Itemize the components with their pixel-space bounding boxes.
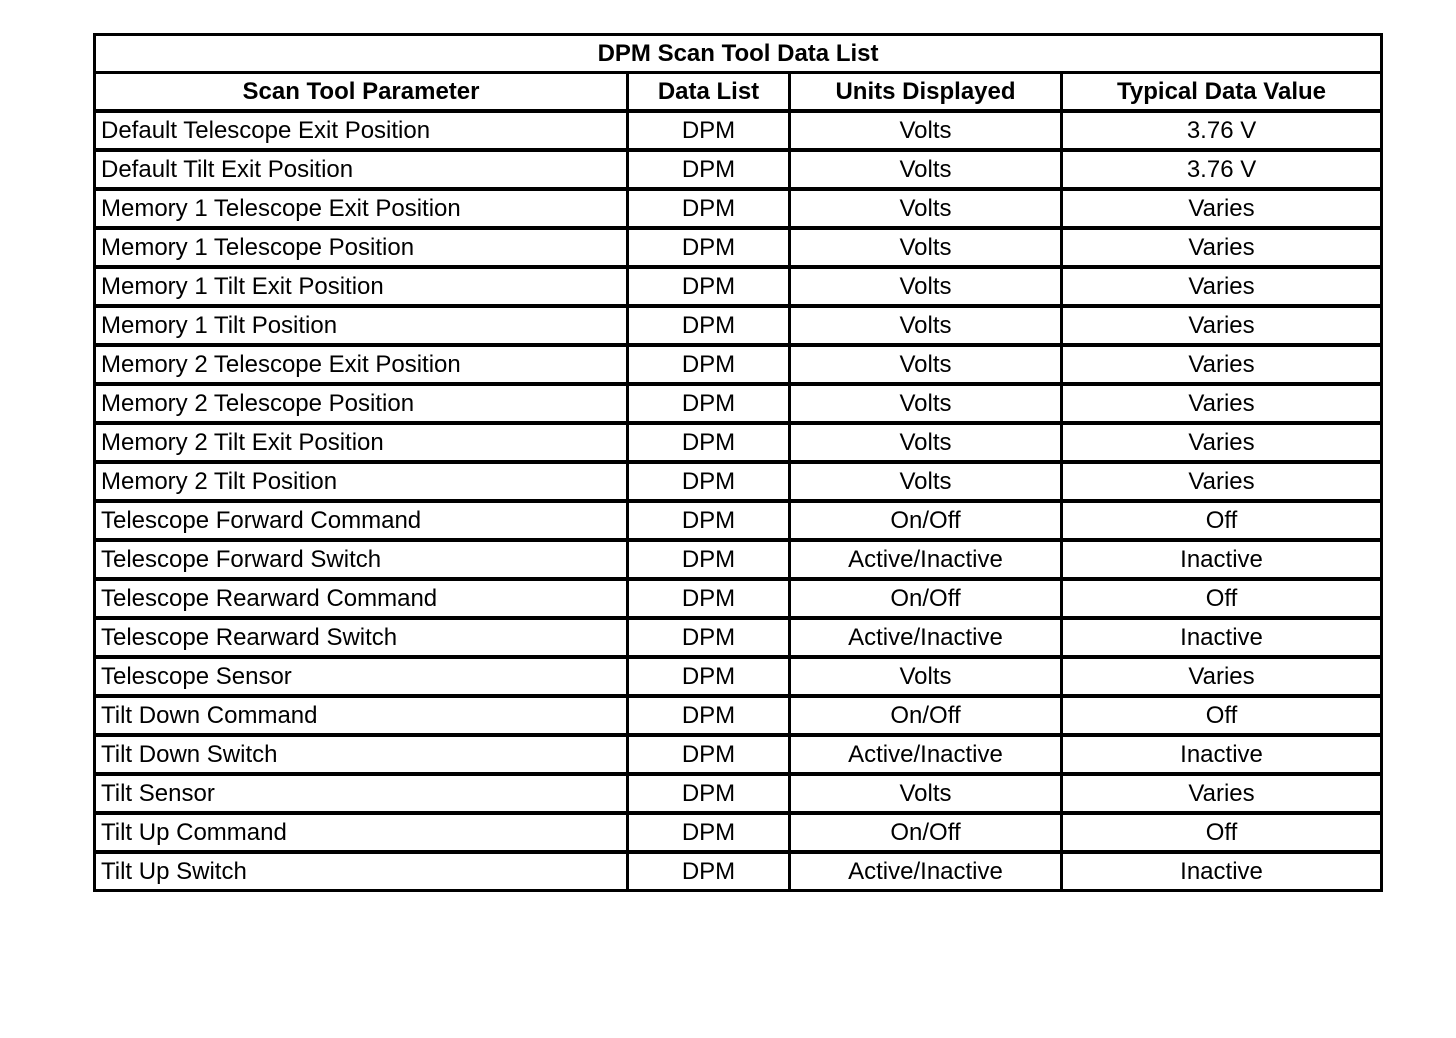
cell-units: Volts — [790, 267, 1062, 306]
cell-units: On/Off — [790, 501, 1062, 540]
cell-units: Active/Inactive — [790, 618, 1062, 657]
cell-parameter: Tilt Sensor — [95, 774, 628, 813]
cell-data-list: DPM — [628, 228, 790, 267]
cell-parameter: Telescope Forward Command — [95, 501, 628, 540]
column-header-row — [95, 73, 1382, 112]
cell-typical-value: Inactive — [1062, 735, 1382, 774]
cell-typical-value: Varies — [1062, 423, 1382, 462]
cell-units: Volts — [790, 345, 1062, 384]
table-row — [95, 696, 1382, 735]
cell-units: Active/Inactive — [790, 852, 1062, 891]
cell-data-list: DPM — [628, 462, 790, 501]
cell-typical-value: Varies — [1062, 462, 1382, 501]
cell-data-list: DPM — [628, 813, 790, 852]
cell-parameter: Default Telescope Exit Position — [95, 111, 628, 150]
cell-typical-value: Varies — [1062, 267, 1382, 306]
table-row — [95, 111, 1382, 150]
cell-typical-value: Inactive — [1062, 852, 1382, 891]
cell-typical-value: Varies — [1062, 228, 1382, 267]
cell-typical-value: Off — [1062, 579, 1382, 618]
cell-units: Volts — [790, 774, 1062, 813]
column-header-data-list: Data List — [628, 73, 790, 112]
cell-parameter: Tilt Down Switch — [95, 735, 628, 774]
cell-typical-value: Varies — [1062, 306, 1382, 345]
table-row — [95, 189, 1382, 228]
cell-units: Active/Inactive — [790, 735, 1062, 774]
cell-typical-value: Inactive — [1062, 540, 1382, 579]
cell-typical-value: Varies — [1062, 384, 1382, 423]
table-title: DPM Scan Tool Data List — [95, 35, 1382, 73]
cell-parameter: Tilt Down Command — [95, 696, 628, 735]
cell-typical-value: 3.76 V — [1062, 150, 1382, 189]
cell-data-list: DPM — [628, 501, 790, 540]
cell-units: Volts — [790, 228, 1062, 267]
table-row — [95, 579, 1382, 618]
cell-parameter: Telescope Sensor — [95, 657, 628, 696]
dpm-scan-tool-data-table — [93, 33, 1383, 892]
cell-units: Volts — [790, 150, 1062, 189]
table-row — [95, 384, 1382, 423]
cell-units: Active/Inactive — [790, 540, 1062, 579]
column-header-units: Units Displayed — [790, 73, 1062, 112]
table-row — [95, 462, 1382, 501]
cell-units: Volts — [790, 189, 1062, 228]
cell-parameter: Memory 2 Telescope Position — [95, 384, 628, 423]
cell-data-list: DPM — [628, 345, 790, 384]
table-row — [95, 618, 1382, 657]
column-header-typical-value: Typical Data Value — [1062, 73, 1382, 112]
cell-units: Volts — [790, 306, 1062, 345]
cell-units: Volts — [790, 111, 1062, 150]
cell-units: Volts — [790, 423, 1062, 462]
cell-parameter: Telescope Rearward Command — [95, 579, 628, 618]
cell-data-list: DPM — [628, 618, 790, 657]
table-row — [95, 306, 1382, 345]
cell-units: Volts — [790, 384, 1062, 423]
cell-units: Volts — [790, 657, 1062, 696]
table-row — [95, 735, 1382, 774]
table-row — [95, 657, 1382, 696]
cell-parameter: Memory 1 Telescope Position — [95, 228, 628, 267]
cell-data-list: DPM — [628, 774, 790, 813]
table-row — [95, 774, 1382, 813]
cell-units: On/Off — [790, 696, 1062, 735]
table-row — [95, 852, 1382, 891]
table-body — [95, 111, 1382, 891]
cell-typical-value: Off — [1062, 501, 1382, 540]
cell-parameter: Telescope Forward Switch — [95, 540, 628, 579]
cell-typical-value: Inactive — [1062, 618, 1382, 657]
cell-units: On/Off — [790, 813, 1062, 852]
table-row — [95, 345, 1382, 384]
table-row — [95, 267, 1382, 306]
cell-typical-value: Varies — [1062, 189, 1382, 228]
cell-data-list: DPM — [628, 150, 790, 189]
cell-typical-value: Varies — [1062, 657, 1382, 696]
cell-data-list: DPM — [628, 267, 790, 306]
table-title-row — [95, 35, 1382, 73]
table-row — [95, 501, 1382, 540]
cell-data-list: DPM — [628, 735, 790, 774]
cell-parameter: Tilt Up Command — [95, 813, 628, 852]
cell-parameter: Memory 2 Tilt Exit Position — [95, 423, 628, 462]
cell-data-list: DPM — [628, 111, 790, 150]
cell-parameter: Telescope Rearward Switch — [95, 618, 628, 657]
table-head — [95, 35, 1382, 112]
cell-typical-value: Varies — [1062, 345, 1382, 384]
cell-data-list: DPM — [628, 189, 790, 228]
cell-parameter: Memory 2 Telescope Exit Position — [95, 345, 628, 384]
cell-data-list: DPM — [628, 306, 790, 345]
cell-data-list: DPM — [628, 579, 790, 618]
cell-typical-value: Varies — [1062, 774, 1382, 813]
table-row — [95, 228, 1382, 267]
table-row — [95, 540, 1382, 579]
cell-data-list: DPM — [628, 657, 790, 696]
table-row — [95, 813, 1382, 852]
cell-parameter: Default Tilt Exit Position — [95, 150, 628, 189]
cell-parameter: Tilt Up Switch — [95, 852, 628, 891]
cell-data-list: DPM — [628, 540, 790, 579]
cell-units: On/Off — [790, 579, 1062, 618]
cell-data-list: DPM — [628, 696, 790, 735]
data-list-table-container — [93, 33, 1380, 892]
cell-parameter: Memory 1 Tilt Position — [95, 306, 628, 345]
cell-parameter: Memory 2 Tilt Position — [95, 462, 628, 501]
cell-data-list: DPM — [628, 423, 790, 462]
column-header-parameter: Scan Tool Parameter — [95, 73, 628, 112]
cell-data-list: DPM — [628, 852, 790, 891]
cell-typical-value: Off — [1062, 696, 1382, 735]
cell-parameter: Memory 1 Telescope Exit Position — [95, 189, 628, 228]
cell-data-list: DPM — [628, 384, 790, 423]
table-row — [95, 423, 1382, 462]
cell-typical-value: Off — [1062, 813, 1382, 852]
cell-units: Volts — [790, 462, 1062, 501]
cell-typical-value: 3.76 V — [1062, 111, 1382, 150]
cell-parameter: Memory 1 Tilt Exit Position — [95, 267, 628, 306]
table-row — [95, 150, 1382, 189]
